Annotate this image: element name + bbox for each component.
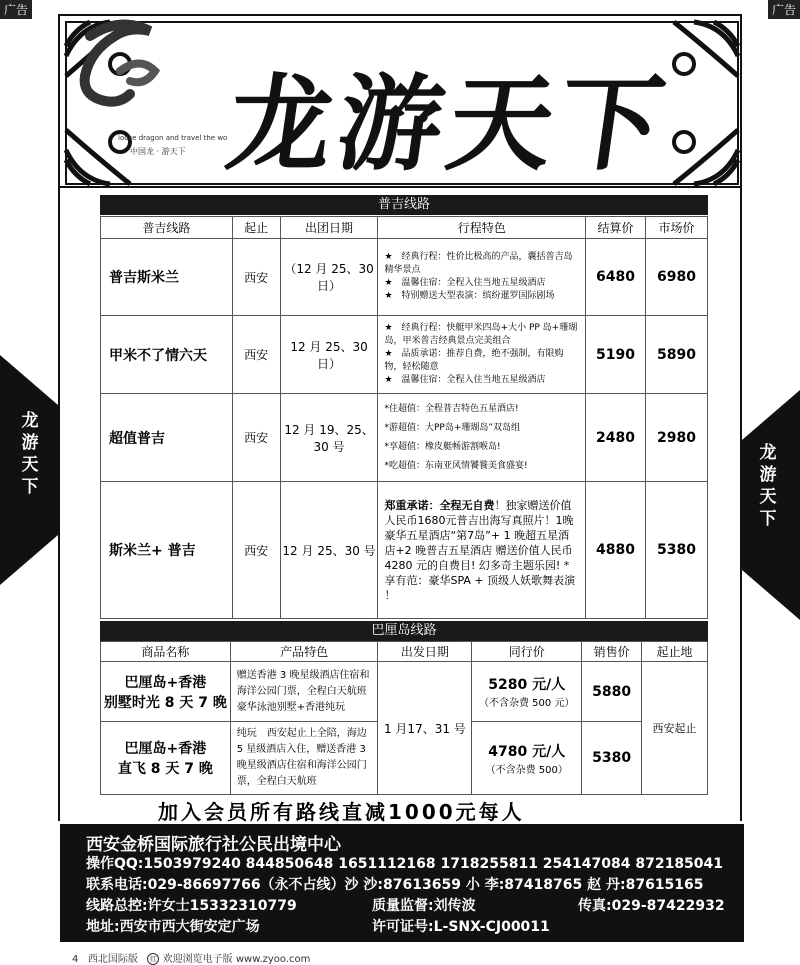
route-from: 西安 bbox=[232, 482, 280, 619]
contact-phones: 联系电话:029-86697766（永不占线）沙 沙:87613659 小 李:87418765 赵 丹:87615165 bbox=[86, 877, 704, 893]
header-market-price: 市场价 bbox=[646, 217, 708, 239]
table-row bbox=[101, 662, 708, 722]
page-footer bbox=[72, 950, 310, 965]
bali-table bbox=[100, 641, 708, 795]
quality-supervisor: 质量监督:刘传波 bbox=[372, 898, 476, 914]
ad-label-left: 广告 bbox=[0, 0, 32, 19]
website-link[interactable]: 欢迎浏览电子版 www.zyoo.com bbox=[162, 954, 311, 965]
header-from: 起止 bbox=[232, 217, 280, 239]
product-name: 巴厘岛+香港 别墅时光 8 天 7 晚 bbox=[101, 662, 231, 722]
phuket-table bbox=[100, 216, 708, 619]
settle-price: 6480 bbox=[586, 239, 646, 316]
no-extra-fee-promise: 郑重承诺：全程无自费 bbox=[384, 498, 495, 512]
table-row bbox=[101, 482, 708, 619]
header-sale-price: 销售价 bbox=[582, 642, 642, 662]
license-number: 许可证号:L-SNX-CJ00011 bbox=[372, 919, 550, 935]
bali-header-row bbox=[101, 642, 708, 662]
header-features: 行程特色 bbox=[378, 217, 586, 239]
market-price: 5380 bbox=[646, 482, 708, 619]
header-product: 商品名称 bbox=[101, 642, 231, 662]
table-row bbox=[101, 316, 708, 394]
header-settle-price: 结算价 bbox=[586, 217, 646, 239]
route-name: 斯米兰+ 普吉 bbox=[101, 482, 233, 619]
header-departure: 出发日期 bbox=[378, 642, 472, 662]
route-dates: （12 月 25、30 日） bbox=[280, 239, 378, 316]
bali-section-title: 巴厘岛线路 bbox=[100, 621, 708, 641]
route-features: ★ 经典行程：性价比极高的产品，囊括普吉岛精华景点 ★ 温馨住宿：全程入住当地五星级酒店 ★ 特别赠送大型表演：缤纷暹罗国际剧场 bbox=[378, 239, 586, 316]
table-row bbox=[101, 239, 708, 316]
product-name: 巴厘岛+香港 直飞 8 天 7 晚 bbox=[101, 722, 231, 795]
sale-price: 5380 bbox=[582, 722, 642, 795]
logo-tagline: loose dragon and travel the wo bbox=[118, 134, 228, 142]
route-name: 超值普吉 bbox=[101, 394, 233, 482]
route-from: 西安 bbox=[232, 394, 280, 482]
page-number: 4 bbox=[72, 954, 79, 965]
logo-chinese-name: 中国龙 · 游天下 bbox=[130, 147, 186, 156]
route-director: 线路总控:许女士15332310779 bbox=[86, 898, 297, 914]
settle-price: 5190 bbox=[586, 316, 646, 394]
member-discount-banner: 加入会员所有路线直减1000元每人 bbox=[158, 800, 525, 824]
route-features: ★ 经典行程：快艇甲米四岛+大小 PP 岛+珊瑚岛，甲米普吉经典景点完美组合 ★ 品质承诺：推荐自费，绝不强制，有限购物，轻松随意 ★ 温馨住宿：全程入住当地五星级酒店 bbox=[378, 316, 586, 394]
origin: 西安起止 bbox=[642, 662, 708, 795]
route-name: 普吉斯米兰 bbox=[101, 239, 233, 316]
route-features: 郑重承诺：全程无自费！独家赠送价值人民币1680元普吉出海写真照片！1晚豪华五星酒店“第7岛”+ 1 晚超五星酒店+2 晚普吉五星酒店 赠送价值人民币 4280 元的自费目! 幻多奇主题乐园! *享有范：豪华SPA + 顶级人妖歌舞表演 ！ bbox=[378, 482, 586, 619]
settle-price: 4880 bbox=[586, 482, 646, 619]
dragon-logo-icon bbox=[60, 16, 170, 126]
phuket-header-row bbox=[101, 217, 708, 239]
brand-title: 龙游天下 bbox=[220, 62, 678, 185]
table-row bbox=[101, 394, 708, 482]
header-route: 普吉线路 bbox=[101, 217, 233, 239]
market-price: 2980 bbox=[646, 394, 708, 482]
side-banner-right: 龙游天下 bbox=[759, 443, 777, 529]
red-badge-icon: 红 bbox=[147, 953, 159, 965]
route-dates: 12 月 25、30 日） bbox=[280, 316, 378, 394]
header-product-features: 产品特色 bbox=[230, 642, 378, 662]
settle-price: 2480 bbox=[586, 394, 646, 482]
product-features: 赠送香港 3 晚星级酒店住宿和海洋公园门票，全程白天航班 豪华泳池别墅+香港纯玩 bbox=[230, 662, 378, 722]
contact-block bbox=[60, 824, 744, 942]
brand-header bbox=[58, 14, 742, 188]
departure-dates: 1 月17、31 号 bbox=[378, 662, 472, 795]
route-from: 西安 bbox=[232, 316, 280, 394]
route-from: 西安 bbox=[232, 239, 280, 316]
route-dates: 12 月 19、25、30 号 bbox=[280, 394, 378, 482]
qq-numbers: 操作QQ:1503979240 844850648 1651112168 1718255811 254147084 872185041 bbox=[86, 856, 724, 872]
header-origin: 起止地 bbox=[642, 642, 708, 662]
fax-number: 传真:029-87422932 bbox=[578, 898, 725, 914]
product-features: 纯玩 西安起止上全陪，海边 5 星级酒店入住，赠送香港 3 晚星级酒店住宿和海洋公园门票，全程白天航班 bbox=[230, 722, 378, 795]
peer-price: 4780 元/人 （不含杂费 500） bbox=[472, 722, 582, 795]
peer-price: 5280 元/人 （不含杂费 500 元） bbox=[472, 662, 582, 722]
route-dates: 12 月 25、30 号 bbox=[280, 482, 378, 619]
side-banner-left: 龙游天下 bbox=[21, 411, 39, 497]
header-peer-price: 同行价 bbox=[472, 642, 582, 662]
address: 地址:西安市西大街安定广场 bbox=[86, 919, 260, 935]
phuket-section-title: 普吉线路 bbox=[100, 195, 708, 215]
ad-label-right: 广告 bbox=[768, 0, 800, 19]
route-features: *住超值：全程普吉特色五星酒店! *游超值：大PP岛+珊瑚岛”双岛组 *享超值：橡皮艇畅游割喉岛! *吃超值：东南亚风情饕餮美食盛宴! bbox=[378, 394, 586, 482]
company-name: 西安金桥国际旅行社公民出境中心 bbox=[86, 835, 341, 855]
market-price: 6980 bbox=[646, 239, 708, 316]
edition-name: 西北国际版 bbox=[87, 954, 138, 965]
market-price: 5890 bbox=[646, 316, 708, 394]
route-name: 甲米不了情六天 bbox=[101, 316, 233, 394]
sale-price: 5880 bbox=[582, 662, 642, 722]
header-dates: 出团日期 bbox=[280, 217, 378, 239]
